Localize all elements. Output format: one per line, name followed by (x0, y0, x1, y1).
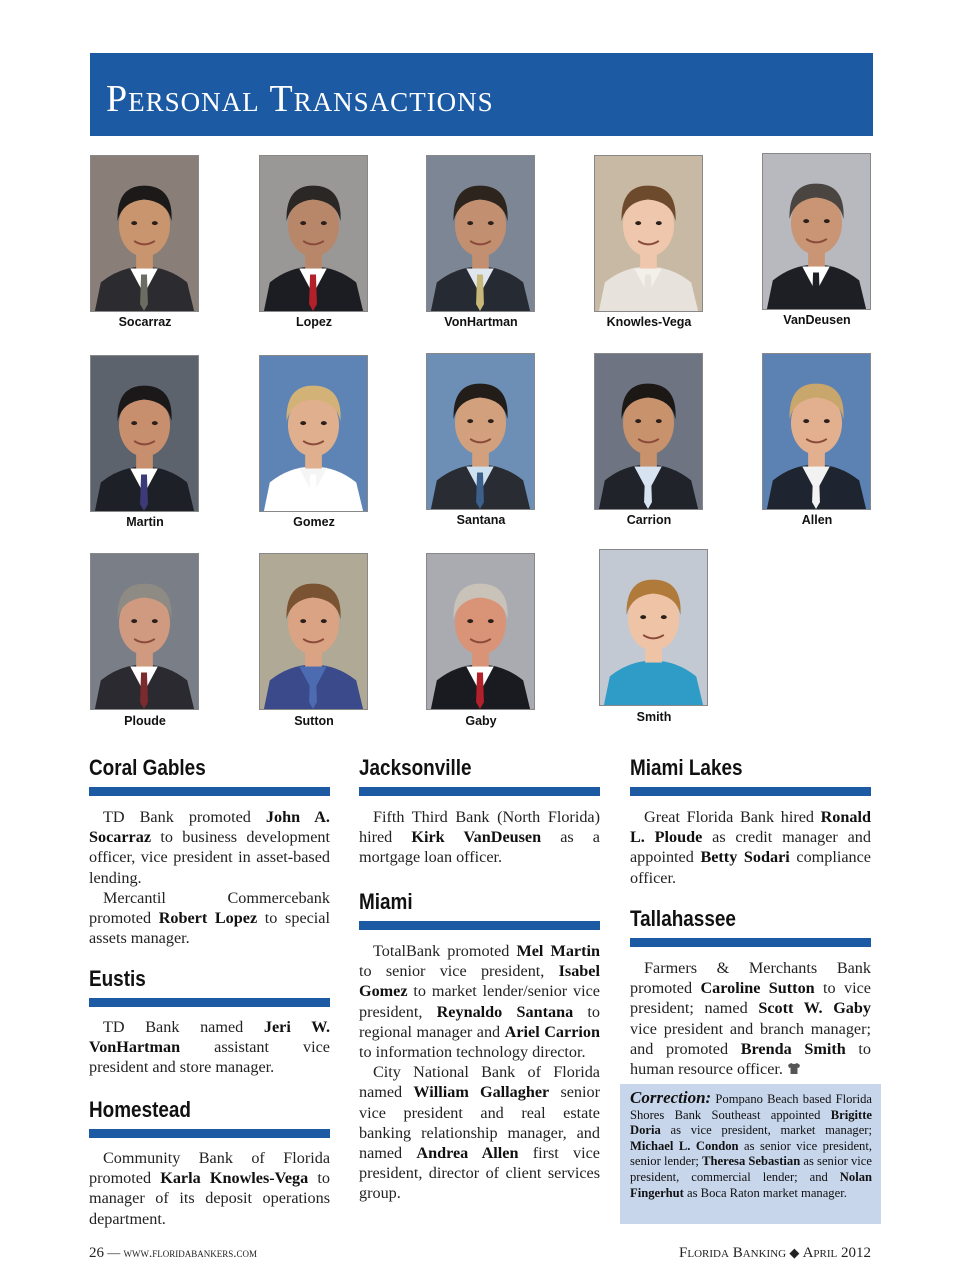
caption-sutton: Sutton (294, 714, 334, 728)
paragraph: TotalBank promoted Mel Martin to senior vice president, Isabel Gomez to market lender/senior vice president, Reynaldo Santana to regional manager and Ariel Carrion to information technology director. (359, 942, 601, 1062)
footer-dash: — (104, 1245, 124, 1260)
photo-knowles-vega (594, 155, 703, 312)
page-title: Personal Transactions (106, 78, 494, 120)
footer-right (679, 1245, 871, 1262)
paragraph: Community Bank of Florida promoted Karla Knowles-Vega to manager of its deposit operations department. (89, 1149, 330, 1228)
paragraph: Great Florida Bank hired Ronald L. Ploude as credit manager and appointed Betty Sodari compliance officer. (630, 808, 871, 887)
correction-label: Correction: (630, 1088, 712, 1107)
footer-issue: April 2012 (802, 1245, 871, 1261)
header-banner (90, 53, 873, 136)
caption-smith: Smith (636, 710, 672, 724)
section-rule (359, 787, 600, 796)
photo-vandeusen (762, 153, 871, 310)
correction-text: Pompano Beach based Florida Shores Bank Southeast appointed Brigitte Doria as vice president, market manager; Michael L. Condon as senior vice president, senior lender; Theresa Sebastian as senior vice president, commercial lender; and Nolan Fingerhut as Boca Raton market manager. (630, 1092, 872, 1200)
photo-vonhartman (426, 155, 535, 312)
section-title-eustis: Eustis (89, 966, 146, 991)
photo-allen (762, 353, 871, 510)
caption-ploude: Ploude (124, 714, 166, 728)
section-title-jacksonville: Jacksonville (359, 755, 472, 780)
section-body-jacksonville (359, 807, 600, 868)
photo-smith (599, 549, 708, 706)
section-rule (89, 998, 330, 1007)
footer-magazine: Florida Banking (679, 1245, 787, 1261)
section-body-miami-lakes (630, 807, 871, 888)
caption-vandeusen: VanDeusen (783, 313, 851, 327)
paragraph: TD Bank named Jeri W. VonHartman assistant vice president and store manager. (89, 1018, 330, 1077)
photo-ploude (90, 553, 199, 710)
photo-gomez (259, 355, 368, 512)
section-body-eustis (89, 1017, 330, 1078)
caption-martin: Martin (126, 515, 164, 529)
photo-sutton (259, 553, 368, 710)
photo-martin (90, 355, 199, 512)
paragraph: Fifth Third Bank (North Florida) hired Kirk VanDeusen as a mortgage loan officer. (359, 808, 600, 867)
caption-gomez: Gomez (293, 515, 335, 529)
correction-box (620, 1084, 881, 1224)
caption-santana: Santana (456, 513, 506, 527)
photo-santana (426, 353, 535, 510)
section-title-miami-lakes: Miami Lakes (630, 755, 743, 780)
footer-left (89, 1245, 257, 1262)
section-body-homestead (89, 1148, 330, 1229)
section-body-coral-gables (89, 807, 330, 948)
paragraph: Mercantil Commercebank promoted Robert Lopez to special assets manager. (89, 888, 330, 948)
caption-knowles-vega: Knowles-Vega (606, 315, 692, 329)
photo-lopez (259, 155, 368, 312)
section-body-miami (359, 941, 600, 1204)
page-number: 26 (89, 1245, 104, 1261)
caption-gaby: Gaby (465, 714, 497, 728)
caption-carrion: Carrion (626, 513, 672, 527)
section-rule (89, 1129, 330, 1138)
caption-vonhartman: VonHartman (444, 315, 518, 329)
section-rule (89, 787, 330, 796)
caption-lopez: Lopez (295, 315, 333, 329)
shirt-icon (787, 1062, 801, 1075)
section-rule (630, 787, 871, 796)
section-title-coral-gables: Coral Gables (89, 755, 206, 780)
section-body-tallahassee (630, 958, 871, 1079)
section-title-tallahassee: Tallahassee (630, 906, 736, 931)
section-rule (359, 921, 600, 930)
section-title-homestead: Homestead (89, 1097, 191, 1122)
paragraph: City National Bank of Florida named William Gallagher senior vice president and real estate banking relationship manager, and named Andrea Allen first vice president, director of client services group. (359, 1063, 601, 1203)
footer-separator: ◆ (786, 1245, 803, 1260)
photo-socarraz (90, 155, 199, 312)
caption-socarraz: Socarraz (118, 315, 172, 329)
footer-website: www.floridabankers.com (123, 1245, 257, 1260)
photo-gaby (426, 553, 535, 710)
section-rule (630, 938, 871, 947)
caption-allen: Allen (801, 513, 833, 527)
paragraph: TD Bank promoted John A. Socarraz to business development officer, vice president in asset-based lending. (89, 808, 330, 887)
section-title-miami: Miami (359, 889, 413, 914)
photo-carrion (594, 353, 703, 510)
paragraph: Farmers & Merchants Bank promoted Caroline Sutton to vice president; named Scott W. Gaby vice president and branch manager; and promoted Brenda Smith to human resource officer. (630, 959, 871, 1079)
